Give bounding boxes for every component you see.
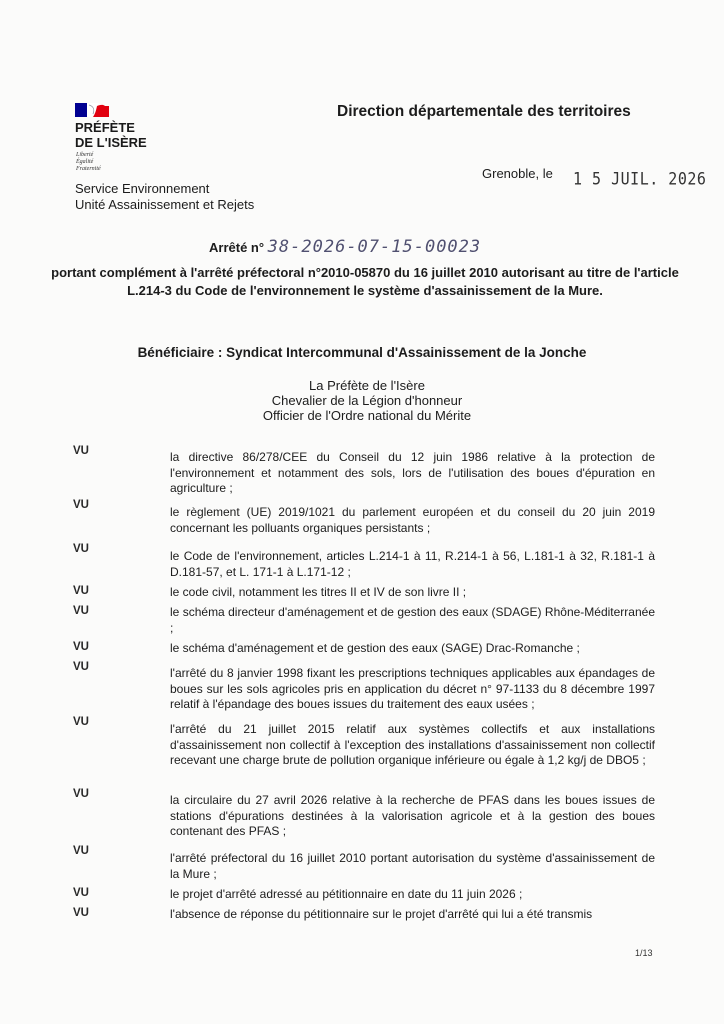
vu-label: VU xyxy=(73,845,89,857)
motto-liberte: Liberté xyxy=(76,152,94,158)
vu-label: VU xyxy=(73,499,89,511)
marianne-logo-icon xyxy=(75,102,113,118)
vu-label: VU xyxy=(73,641,89,653)
arrete-number-handwritten: 38-2026-07-15-00023 xyxy=(267,237,482,257)
signatory-honor2: Officier de l'Ordre national du Mérite xyxy=(262,408,472,423)
signatory-title: La Préfète de l'Isère xyxy=(309,378,425,393)
service-block xyxy=(75,181,254,213)
republic-motto xyxy=(76,152,101,173)
motto-egalite: Égalité xyxy=(76,159,94,165)
vu-label: VU xyxy=(73,907,89,919)
vu-label: VU xyxy=(73,661,89,673)
vu-clause: l'arrêté préfectoral du 16 juillet 2010 portant autorisation du système d'assainissement de la Mure ; xyxy=(170,851,655,881)
vu-clause: la directive 86/278/CEE du Conseil du 12 juin 1986 relative à la protection de l'environnement et notamment des sols, lors de l'utilisation des boues d'épuration en agriculture ; xyxy=(170,450,655,495)
date-stamp: 1 5 JUIL. 2026 xyxy=(573,168,707,190)
page-number: 1/13 xyxy=(635,948,653,958)
vu-clause: le code civil, notamment les titres II et IV de son livre II ; xyxy=(170,585,467,599)
signatory-honor1: Chevalier de la Légion d'honneur xyxy=(271,393,463,408)
vu-label: VU xyxy=(73,543,89,555)
signatory-block xyxy=(0,378,724,423)
arrete-label: Arrêté n° xyxy=(209,240,265,255)
vu-label: VU xyxy=(73,605,89,617)
direction-title: Direction départementale des territoires xyxy=(337,103,631,120)
vu-label: VU xyxy=(73,585,89,597)
unit-name: Unité Assainissement et Rejets xyxy=(75,197,255,212)
arrete-number-line xyxy=(209,237,481,257)
vu-clause: l'absence de réponse du pétitionnaire sur le projet d'arrêté qui lui a été transmis xyxy=(170,907,593,921)
prefecture-line2: DE L'ISÈRE xyxy=(75,135,147,150)
service-name: Service Environnement xyxy=(75,181,210,196)
vu-clause: la circulaire du 27 avril 2026 relative à la recherche de PFAS dans les boues issues de stations d'épurations destinées à la valorisation agricole et à la gestion des boues contenant des PFAS ; xyxy=(170,793,655,838)
vu-clause: le règlement (UE) 2019/1021 du parlement européen et du conseil du 20 juin 2019 concernant les polluants organiques persistants ; xyxy=(170,505,655,535)
vu-label: VU xyxy=(73,887,89,899)
vu-label: VU xyxy=(73,716,89,728)
vu-clause: l'arrêté du 8 janvier 1998 fixant les prescriptions techniques applicables aux épandages de boues sur les sols agricoles pris en application du décret n° 97-1133 du 8 décembre 1997 relatif à l'épandage des boues issues du traitement des eaux usées ; xyxy=(170,666,655,711)
vu-clause: le schéma d'aménagement et de gestion des eaux (SAGE) Drac-Romanche ; xyxy=(170,641,580,655)
prefecture-name xyxy=(75,120,147,150)
vu-clause: le schéma directeur d'aménagement et de gestion des eaux (SDAGE) Rhône-Méditerranée ; xyxy=(170,605,655,635)
motto-fraternite: Fraternité xyxy=(76,166,101,172)
arrete-subject: portant complément à l'arrêté préfectoral n°2010-05870 du 16 juillet 2010 autorisant au titre de l'article L.214-3 du Code de l'environnement le système d'assainissement de la Mure. xyxy=(51,265,679,298)
beneficiary: Bénéficiaire : Syndicat Intercommunal d'Assainissement de la Jonche xyxy=(137,345,587,360)
vu-clause: le projet d'arrêté adressé au pétitionnaire en date du 11 juin 2026 ; xyxy=(170,887,523,901)
vu-label: VU xyxy=(73,788,89,800)
vu-clause: le Code de l'environnement, articles L.214-1 à 11, R.214-1 à 56, L.181-1 à 32, R.181-1 à D.181-57, et L. 171-1 à L.171-12 ; xyxy=(170,549,655,579)
vu-clause: l'arrêté du 21 juillet 2015 relatif aux systèmes collectifs et aux installations d'assainissement non collectif à l'exception des installations d'assainissement non collectif recevant une charge brute de pollution organique inférieure ou égale à 1,2 kg/j de DBO5 ; xyxy=(170,722,655,767)
place-label: Grenoble, le xyxy=(482,166,553,181)
vu-label: VU xyxy=(73,445,89,457)
prefecture-line1: PRÉFÈTE xyxy=(75,120,135,135)
